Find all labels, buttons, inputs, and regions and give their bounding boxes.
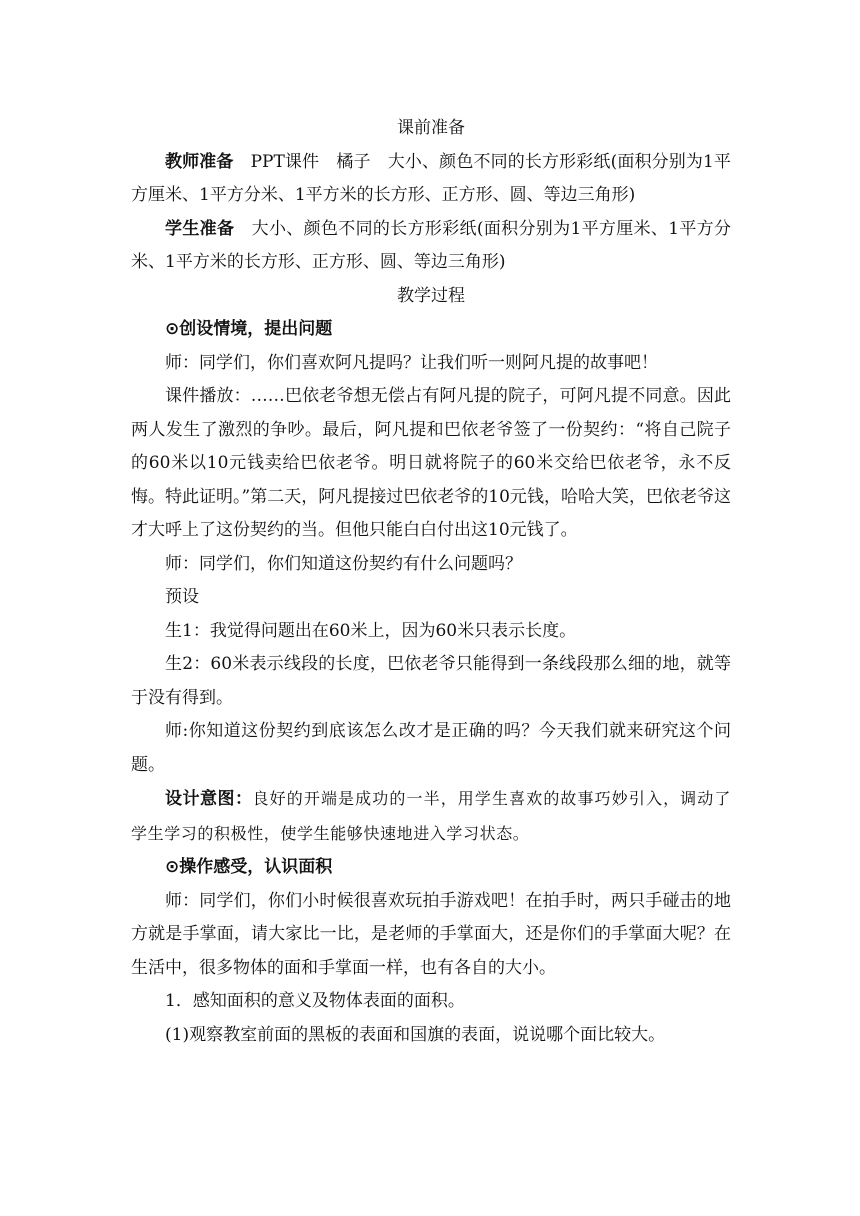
story-paragraph: 课件播放：……巴依老爷想无偿占有阿凡提的院子，可阿凡提不同意。因此两人发生了激烈的争吵。最后，阿凡提和巴依老爷签了一份契约：“将自己院子的60米以10元钱卖给巴依老爷。明日就将院子的60米交给巴依老爷，永不反悔。特此证明。”第二天，阿凡提接过巴依老爷的10元钱，哈哈大笑，巴依老爷这才大呼上了这份契约的当。但他只能白白付出这10元钱了。: [131, 386, 731, 540]
student-line-2: 生2：60米表示线段的长度，巴依老爷只能得到一条线段那么细的地，就等于没有得到。: [131, 654, 731, 708]
section-title-preparation: 课前准备: [397, 118, 465, 138]
section2-heading: ⊙操作感受，认识面积: [165, 857, 333, 877]
teacher-line-3: 师:你知道这份契约到底该怎么改才是正确的吗？今天我们就来研究这个问题。: [131, 721, 731, 775]
preset-label: 预设: [165, 587, 199, 607]
teacher-line-1: 师：同学们，你们喜欢阿凡提吗？让我们听一则阿凡提的故事吧！: [165, 352, 658, 373]
teacher-line-4: 师：同学们，你们小时候很喜欢玩拍手游戏吧！在拍手时，两只手碰击的地方就是手掌面，请大家比一比，是老师的手掌面大，还是你们的手掌面大呢？在生活中，很多物体的面和手掌面一样，也有各自的大小。: [131, 890, 731, 978]
document-page: [131, 112, 731, 1052]
teacher-line-2: 师：同学们，你们知道这份契约有什么问题吗？: [165, 553, 522, 574]
section1-heading: ⊙创设情境，提出问题: [165, 319, 333, 339]
teacher-prep-paragraph: [131, 146, 731, 213]
list-item-1: 1．感知面积的意义及物体表面的面积。: [165, 991, 465, 1011]
teacher-prep-label: 教师准备: [165, 151, 234, 172]
list-item-1-1: (1)观察教室前面的黑板的表面和国旗的表面，说说哪个面比较大。: [165, 1024, 666, 1045]
section-title-process: 教学过程: [397, 285, 465, 306]
design-intent-text: 良好的开端是成功的一半，用学生喜欢的故事巧妙引入，调动了学生学习的积极性，使学生能够快速地进入学习状态。: [131, 789, 731, 843]
design-intent-label: 设计意图：: [165, 789, 253, 809]
teacher-prep-text: PPT课件 橘子 大小、颜色不同的长方形彩纸(面积分别为1平方厘米、1平方分米、1平方米的长方形、正方形、圆、等边三角形): [131, 151, 731, 205]
student-prep-label: 学生准备: [165, 218, 235, 239]
student-line-1: 生1：我觉得问题出在60米上，因为60米只表示长度。: [165, 620, 577, 641]
student-prep-text: 大小、颜色不同的长方形彩纸(面积分别为1平方厘米、1平方分米、1平方米的长方形、正方形、圆、等边三角形): [131, 218, 732, 272]
student-prep-paragraph: [131, 213, 731, 280]
design-intent-paragraph: [131, 782, 731, 851]
